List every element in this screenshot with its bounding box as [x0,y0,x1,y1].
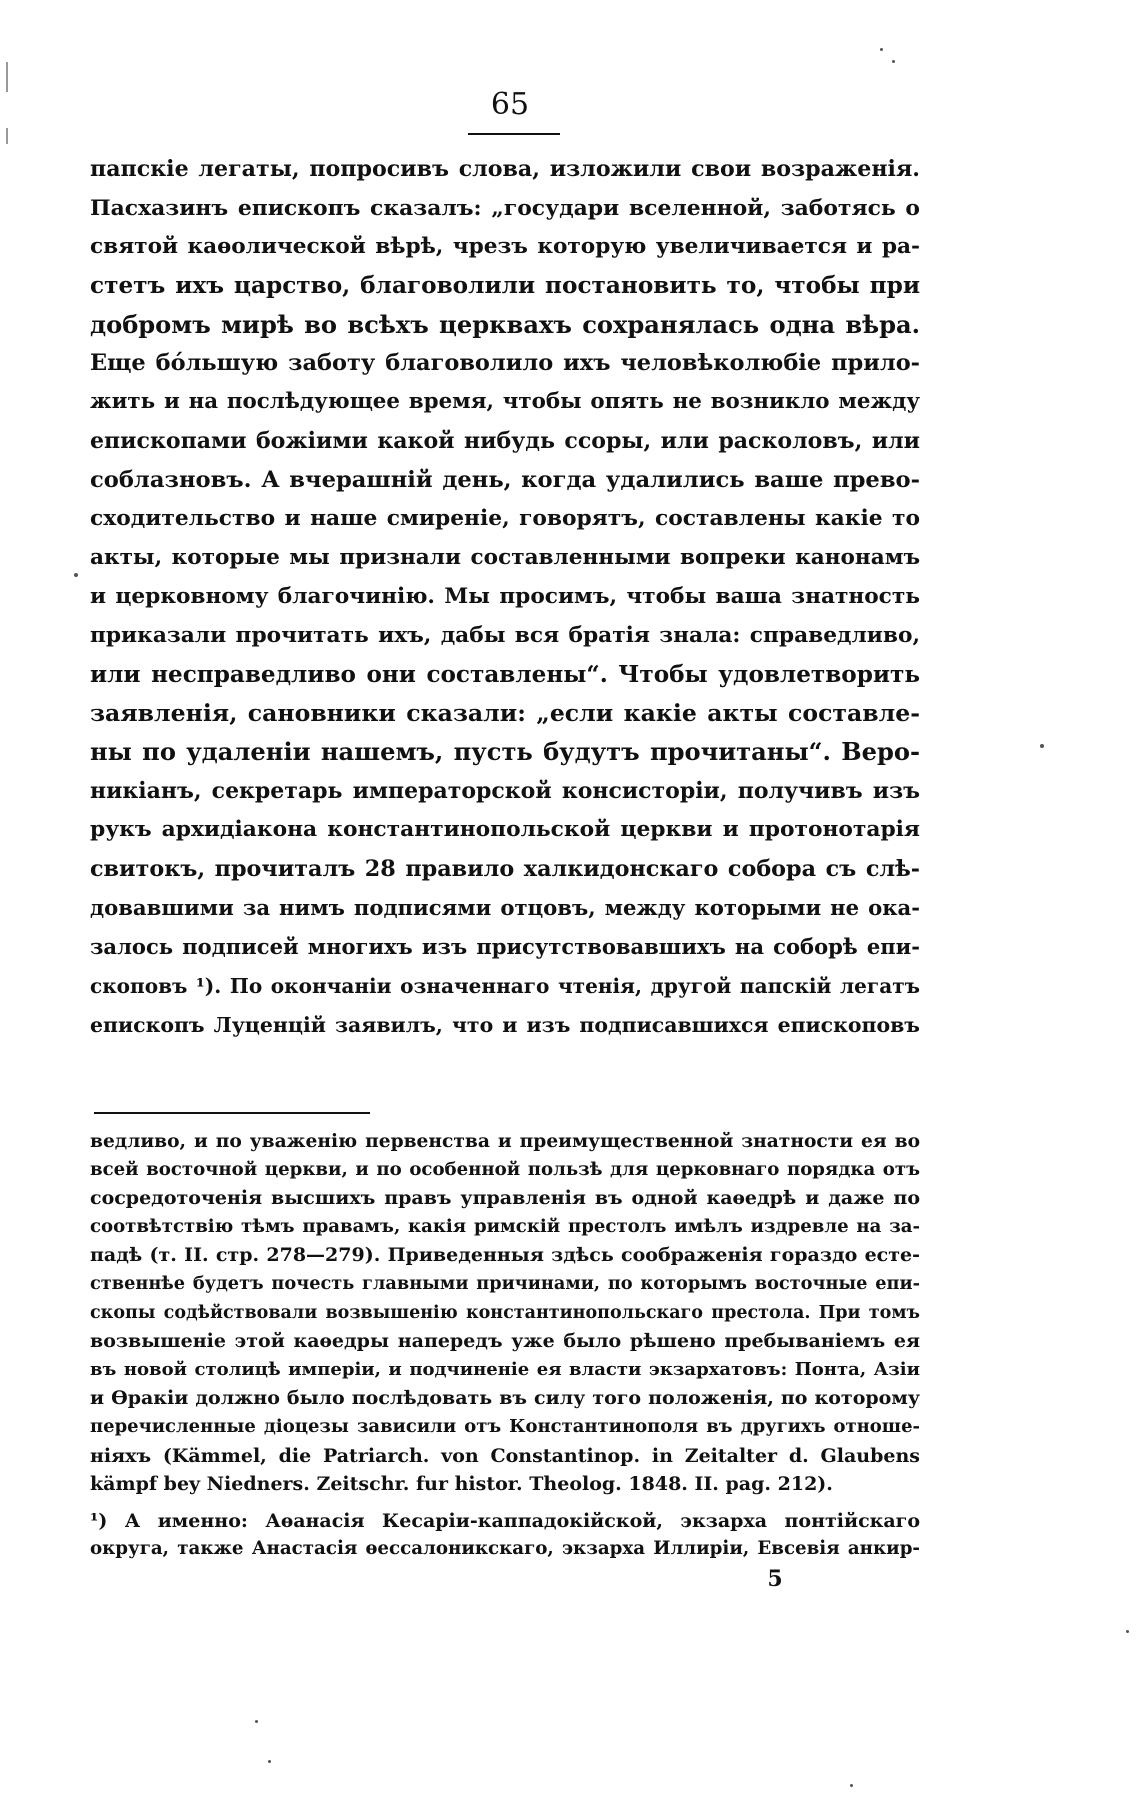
footnote-line: всей восточной церкви, и по особенной пользѣ для церковнаго порядка отъ [90,1158,920,1180]
body-line: залось подписей многихъ изъ присутствовавшихъ на соборѣ епи- [90,933,920,959]
footnotes [90,1127,920,1564]
footnote-line: падѣ (т. II. стр. 278—279). Приведенныя здѣсь соображенія гораздо есте- [90,1244,920,1267]
footnote-line: сосредоточенія высшихъ правъ управленія въ одной каѳедрѣ и даже по [90,1187,920,1210]
body-line: Пасхазинъ епископъ сказалъ: „государи вселенной, заботясь о [90,194,920,221]
footnote-line: ведливо, и по уваженію первенства и преимущественной знатности ея во [90,1130,920,1152]
body-line: ны по удаленіи нашемъ, пусть будутъ прочитаны“. Веро- [90,737,920,767]
body-line: рукъ архидіакона константинопольской церкви и протонотарія [90,817,920,843]
body-line: епископъ Луценцій заявилъ, что и изъ подписавшихся епископовъ [90,1012,920,1037]
body-line: акты, которые мы признали составленными вопреки канонамъ [90,544,920,570]
footnote-line: скопы содѣйствовали возвышенію константинопольскаго престола. При томъ [90,1302,920,1323]
footnote-gap [90,1499,920,1507]
footnote-1-line: ¹) А именно: Аѳанасія Кесаріи-каппадокійской, экзарха понтійскаго [90,1509,920,1532]
scan-speck [880,48,883,51]
footnote-line: kämpf bey Niedners. Zeitschr. fur histor. Theolog. 1848. II. pag. 212). [90,1473,833,1496]
body-line: и церковному благочинію. Мы просимъ, чтобы ваша знатность [90,583,920,609]
scan-speck [74,573,78,577]
body-line: скоповъ ¹). По окончаніи означеннаго чтенія, другой папскій легатъ [90,973,920,998]
scan-edge-mark [6,62,8,92]
footnote-line: ніяхъ (Kämmel, die Patriarch. von Constantinop. in Zeitalter d. Glaubens [90,1444,920,1467]
body-line: папскіе легаты, попросивъ слова, изложили свои возраженія. [90,156,920,182]
footnote-line: въ новой столицѣ имперіи, и подчиненіе ея власти экзархатовъ: Понта, Азіи [90,1358,920,1380]
body-line: соблазновъ. А вчерашній день, когда удалились ваше прево- [90,467,920,494]
footnote-line: соотвѣтствію тѣмъ правамъ, какія римскій престолъ имѣлъ издревле на за- [90,1215,920,1237]
body-line: или несправедливо они составлены“. Чтобы удовлетворить [90,660,920,688]
body-line: Еще бо́льшую заботу благоволило ихъ человѣколюбіе прило- [90,350,920,377]
scan-speck [255,1720,258,1723]
body-line: стетъ ихъ царство, благоволили постановить то, чтобы при [90,271,920,299]
body-line: жить и на послѣдующее время, чтобы опять не возникло между [90,389,920,415]
body-line: епископами божіими какой нибудь ссоры, или расколовъ, или [90,428,920,455]
footnote-line: и Ѳракіи должно было послѣдовать въ силу того положенія, по которому [90,1387,920,1410]
scan-speck [1126,1630,1129,1633]
footnote-line: ственнѣе будетъ почесть главными причинами, по которымъ восточные епи- [90,1272,920,1294]
body-line: заявленія, сановники сказали: „если какіе акты составле- [90,699,920,728]
body-line: добромъ мирѣ во всѣхъ церквахъ сохранялась одна вѣра. [90,309,920,339]
scan-speck [268,1760,271,1763]
scan-speck [892,60,895,63]
footnote-line: перечисленные діоцезы зависили отъ Константинополя въ другихъ отноше- [90,1415,920,1437]
printer-signature-mark: 5 [767,1566,783,1592]
body-line: святой каѳолической вѣрѣ, чрезъ которую увеличивается и ра- [90,233,920,259]
body-line: довавшими за нимъ подписями отцовъ, между которыми не ока- [90,894,920,920]
scan-speck [1040,744,1044,748]
body-line: приказали прочитать ихъ, дабы вся братія знала: справедливо, [90,622,920,648]
scan-edge-mark [6,128,8,144]
scan-speck [850,1784,853,1787]
footnote-1-line: округа, также Анастасія ѳессалоникскаго, экзарха Иллиріи, Евсевія анкир- [90,1538,920,1560]
footnote-separator [94,1112,370,1114]
body-line: сходительство и наше смиреніе, говорятъ, составлены какіе то [90,506,920,532]
page-number-rule [468,133,560,135]
body-line: свитокъ, прочиталъ 28 правило халкидонскаго собора съ слѣ- [90,856,920,883]
body-line: никіанъ, секретарь императорской консисторіи, получивъ изъ [90,778,920,805]
page-number: 65 [490,87,530,122]
body-text [90,150,920,1044]
footnote-line: возвышеніе этой каѳедры напередъ уже было рѣшено пребываніемъ ея [90,1330,920,1353]
